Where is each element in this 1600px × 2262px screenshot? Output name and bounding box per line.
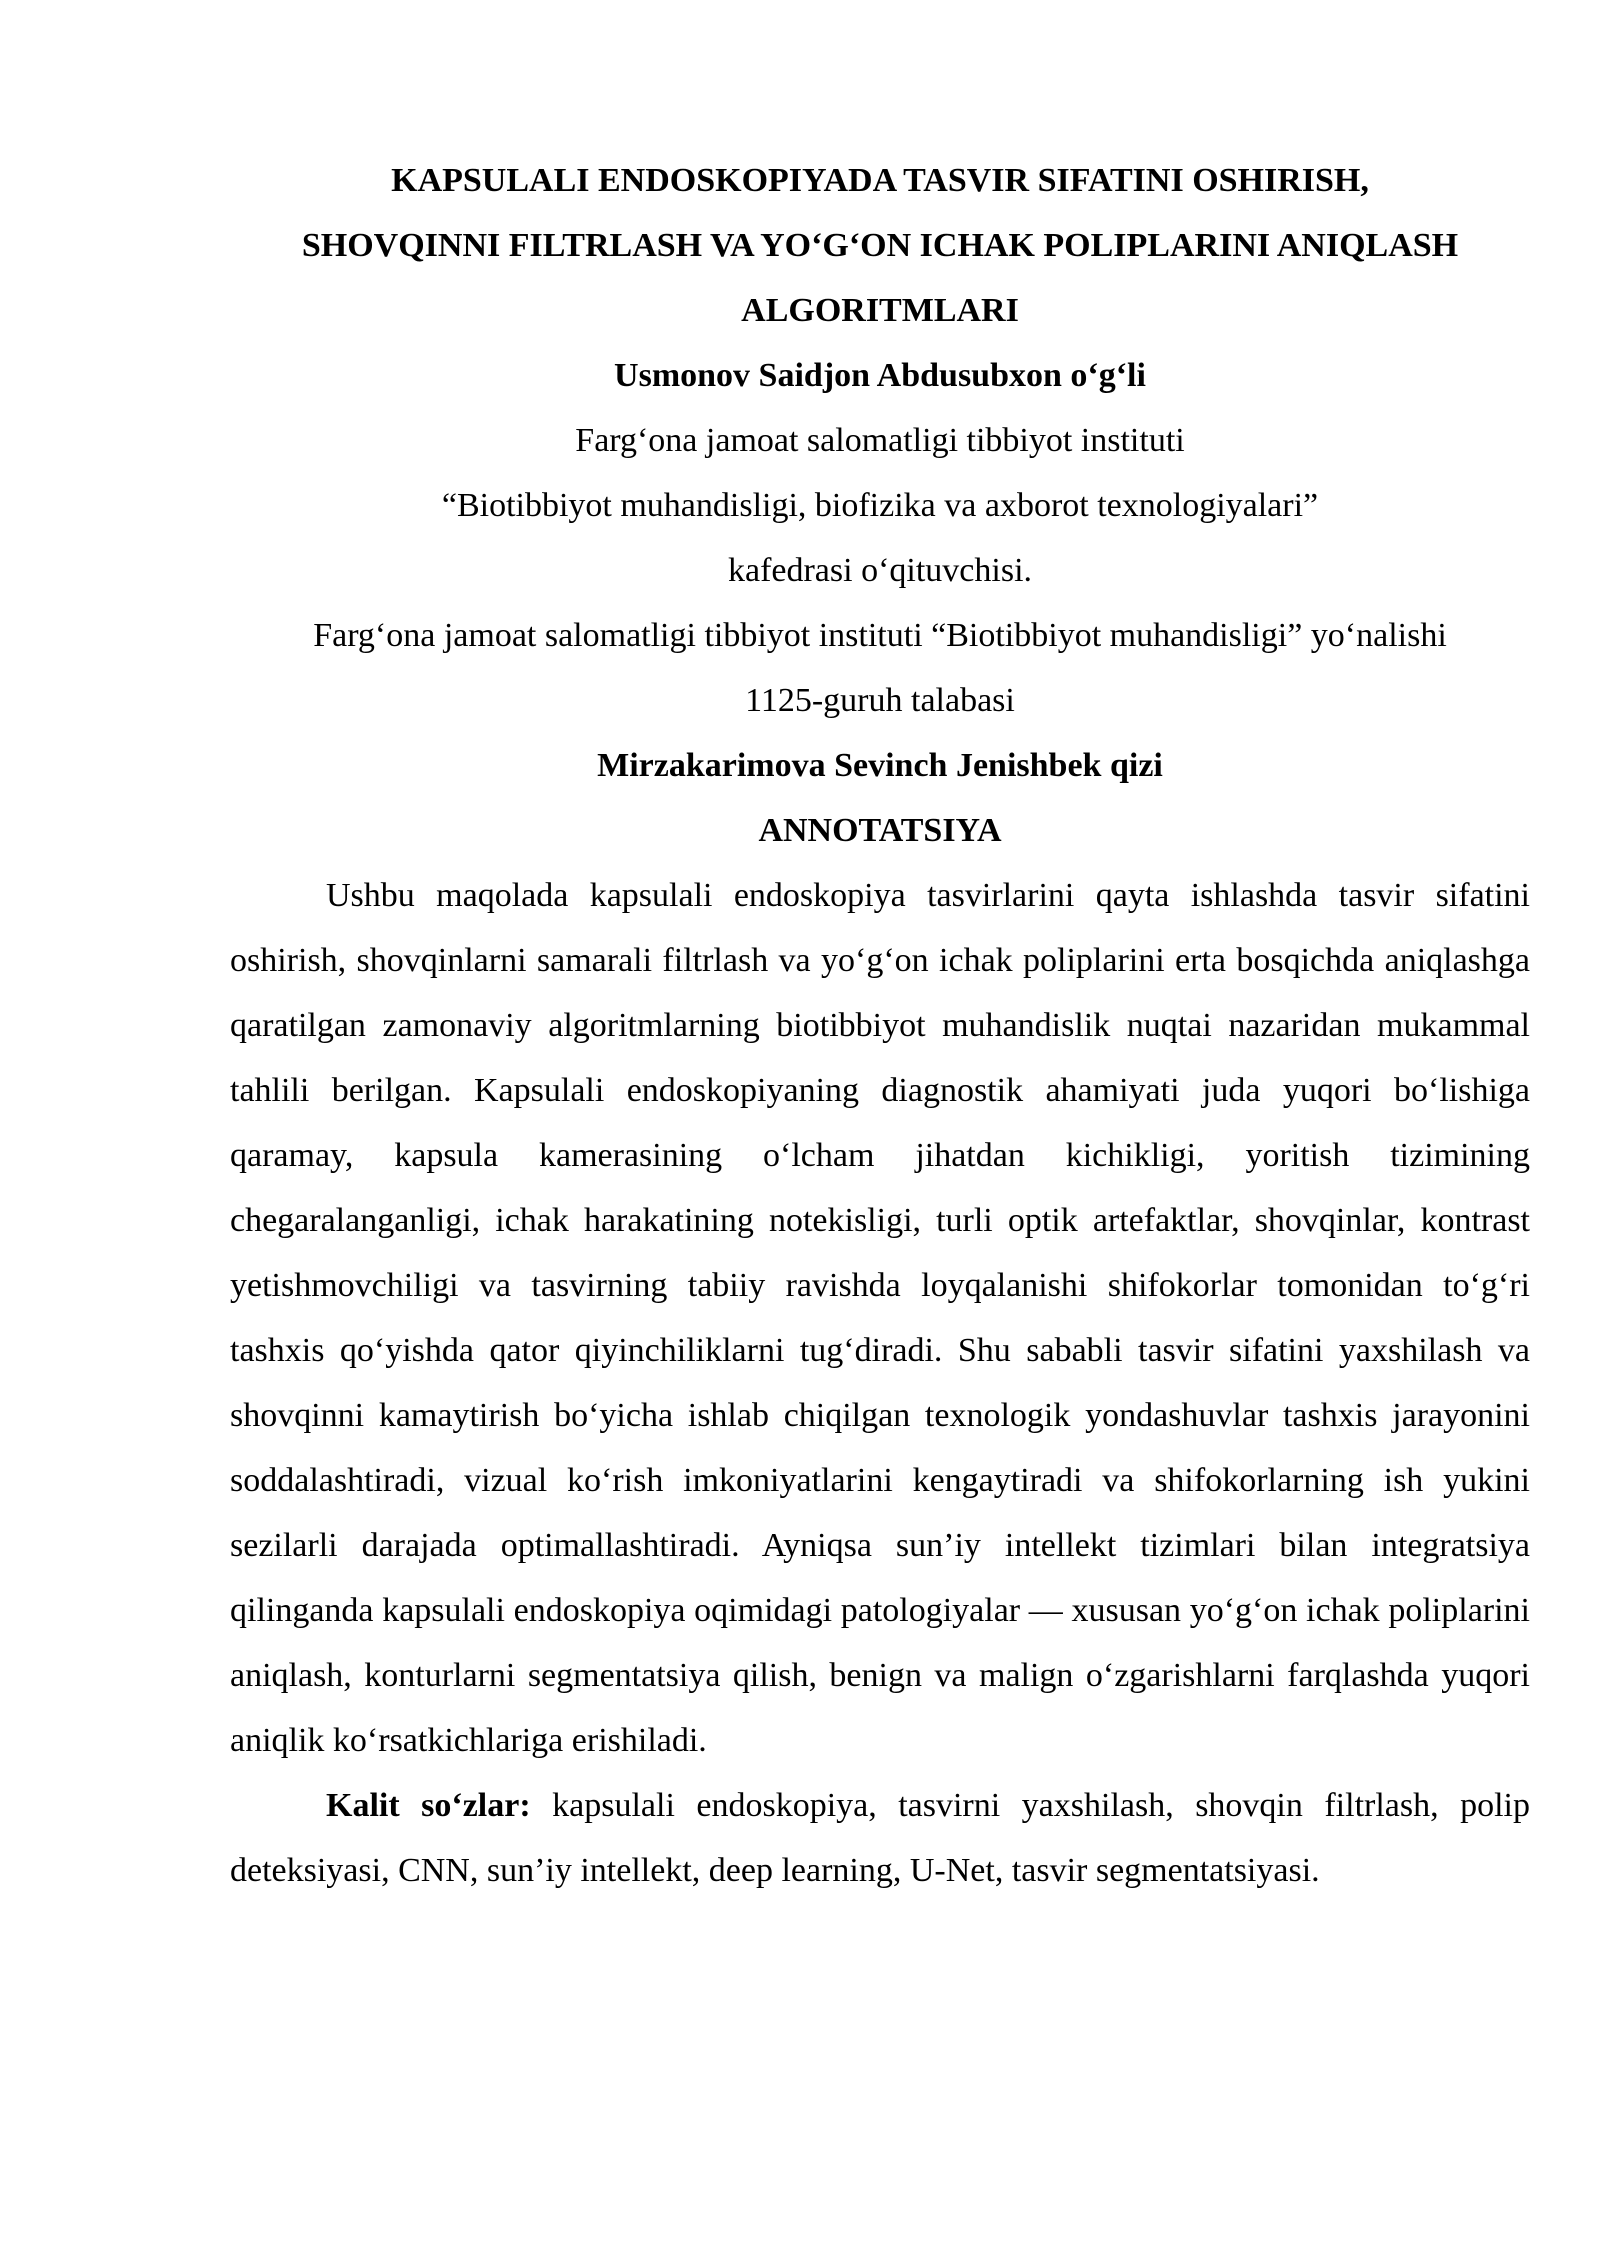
title-line: ALGORITMLARI (741, 292, 1019, 329)
keywords-text: kapsulali endoskopiya, tasvirni yaxshilash, shovqin filtrlash, polip deteksiyasi, CNN, sun’iy intellekt, deep learning, U-Net, tasvir segmentatsiyasi. (230, 1787, 1530, 1889)
paper-title (230, 148, 1530, 343)
author-name: Mirzakarimova Sevinch Jenishbek qizi (597, 747, 1163, 784)
title-line: KAPSULALI ENDOSKOPIYADA TASVIR SIFATINI OSHIRISH, (391, 162, 1369, 199)
title-line: SHOVQINNI FILTRLASH VA YO‘G‘ON ICHAK POLIPLARINI ANIQLASH (301, 227, 1459, 264)
author-affiliation-line: kafedrasi o‘qituvchisi. (727, 552, 1033, 589)
paper-page (230, 148, 1530, 1903)
author-affiliation-line: 1125-guruh talabasi (745, 682, 1015, 719)
author-affiliation-line: “Biotibbiyot muhandisligi, biofizika va axborot texnologiyalari” (441, 487, 1319, 524)
author-affiliation-line: Farg‘ona jamoat salomatligi tibbiyot instituti “Biotibbiyot muhandisligi” yo‘nalishi (313, 617, 1447, 654)
keywords-label: Kalit so‘zlar: (326, 1787, 531, 1824)
author-affiliation-line: Farg‘ona jamoat salomatligi tibbiyot instituti (575, 422, 1185, 459)
keywords-paragraph (230, 1773, 1530, 1903)
abstract-text: Ushbu maqolada kapsulali endoskopiya tasvirlarini qayta ishlashda tasvir sifatini oshirish, shovqinlarni samarali filtrlash va yo‘g‘on ichak poliplarini erta bosqichda aniqlashga qaratilgan zamonaviy algoritmlarning biotibbiyot muhandislik nuqtai nazaridan mukammal tahlili berilgan. Kapsulali endoskopiyaning diagnostik ahamiyati juda yuqori bo‘lishiga qaramay, kapsula kamerasining o‘lcham jihatdan kichikligi, yoritish tizimining chegaralanganligi, ichak harakatining notekisligi, turli optik artefaktlar, shovqinlar, kontrast yetishmovchiligi va tasvirning tabiiy ravishda loyqalanishi shifokorlar tomonidan to‘g‘ri tashxis qo‘yishda qator qiyinchiliklarni tug‘diradi. Shu sababli tasvir sifatini yaxshilash va shovqinni kamaytirish bo‘yicha ishlab chiqilgan texnologik yondashuvlar tashxis jarayonini soddalashtiradi, vizual ko‘rish imkoniyatlarini kengaytiradi va shifokorlarning ish yukini sezilarli darajada optimallashtiradi. Ayniqsa sun’iy intellekt tizimlari bilan integratsiya qilinganda kapsulali endoskopiya oqimidagi patologiyalar — xususan yo‘g‘on ichak poliplarini aniqlash, konturlarni segmentatsiya qilish, benign va malign o‘zgarishlarni farqlashda yuqori aniqlik ko‘rsatkichlariga erishiladi. (230, 877, 1530, 1759)
author-name: Usmonov Saidjon Abdusubxon o‘g‘li (614, 357, 1146, 394)
abstract-heading: ANNOTATSIYA (758, 812, 1002, 849)
